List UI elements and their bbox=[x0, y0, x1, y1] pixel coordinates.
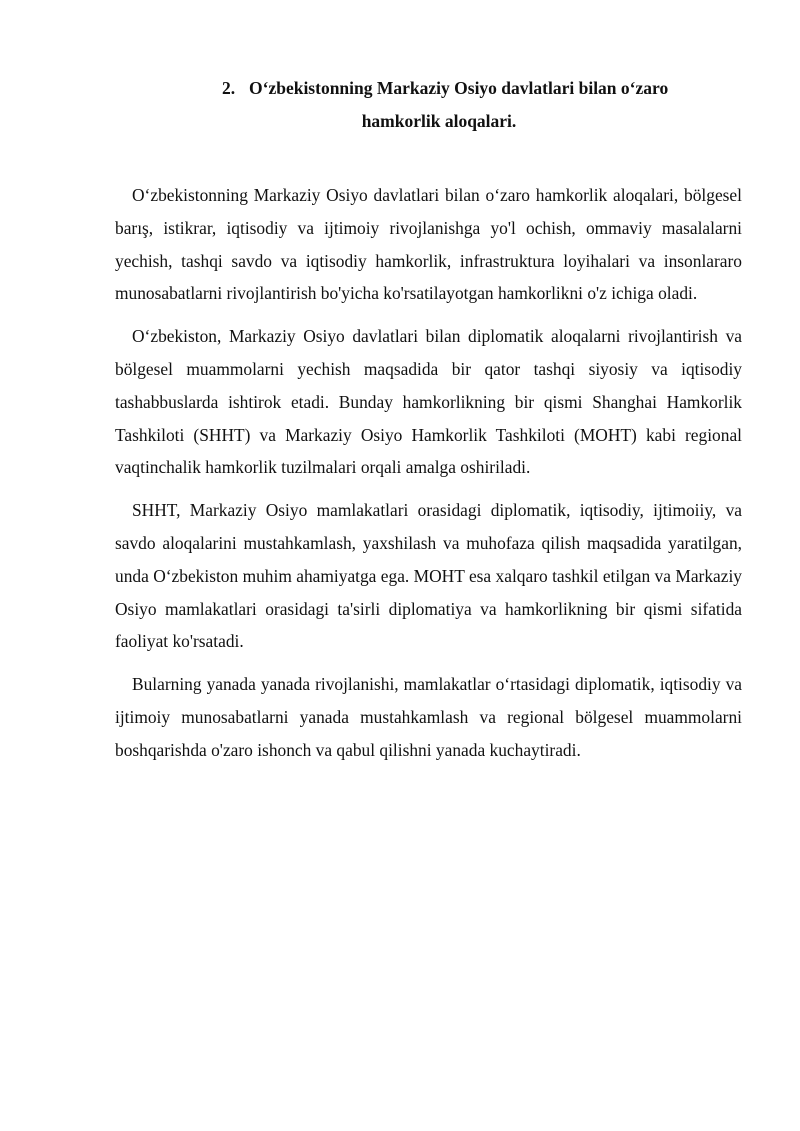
paragraph-2: O‘zbekiston, Markaziy Osiyo davlatlari bilan diplomatik aloqalarni rivojlantirish va bölgesel muammolarni yechish maqsadida bir qator tashqi siyosiy va iqtisodiy tashabbuslarda ishtirok etadi. Bunday hamkorlikning bir qismi Shanghai Hamkorlik Tashkiloti (SHHT) va Markaziy Osiyo Hamkorlik Tashkiloti (MOHT) kabi regional vaqtinchalik hamkorlik tuzilmalari orqali amalga oshiriladi. bbox=[115, 326, 742, 478]
paragraph-3: SHHT, Markaziy Osiyo mamlakatlari orasidagi diplomatik, iqtisodiy, ijtimoiiy, va savdo aloqalarini mustahkamlash, yaxshilash va muhofaza qilish maqsadida yaratilgan, unda O‘zbekiston muhim ahamiyatga ega. MOHT esa xalqaro tashkil etilgan va Markaziy Osiyo mamlakatlari orasidagi ta'sirli diplomatiya va hamkorlikning bir qismi sifatida faoliyat ko'rsatadi. bbox=[115, 500, 742, 652]
section-number: 2. bbox=[222, 78, 236, 98]
paragraph-1: O‘zbekistonning Markaziy Osiyo davlatlari bilan o‘zaro hamkorlik aloqalari, bölgesel barış, istikrar, iqtisodiy va ijtimoiy rivojlanishga yo'l ochish, ommaviy masalalarni yechish, tashqi savdo va iqtisodiy hamkorlik, infrastruktura loyihalari va insonlararo munosabatlarni rivojlantirish bo'yicha ko'rsatilayotgan hamkorlikni o'z ichiga oladi. bbox=[115, 185, 742, 304]
paragraph-4: Bularning yanada yanada rivojlanishi, mamlakatlar o‘rtasidagi diplomatik, iqtisodiy va ijtimoiy munosabatlarni yanada mustahkamlash va regional bölgesel muammolarni boshqarishda o'zaro ishonch va qabul qilishni yanada kuchaytiradi. bbox=[115, 674, 742, 760]
section-title-part-1: O‘zbekistonning Markaziy Osiyo davlatlari bilan o‘zaro bbox=[249, 78, 669, 98]
section-heading bbox=[0, 72, 800, 138]
section-title-part-2: hamkorlik aloqalari. bbox=[361, 111, 517, 131]
section-heading-line-1 bbox=[0, 72, 800, 105]
body-text bbox=[115, 179, 742, 777]
